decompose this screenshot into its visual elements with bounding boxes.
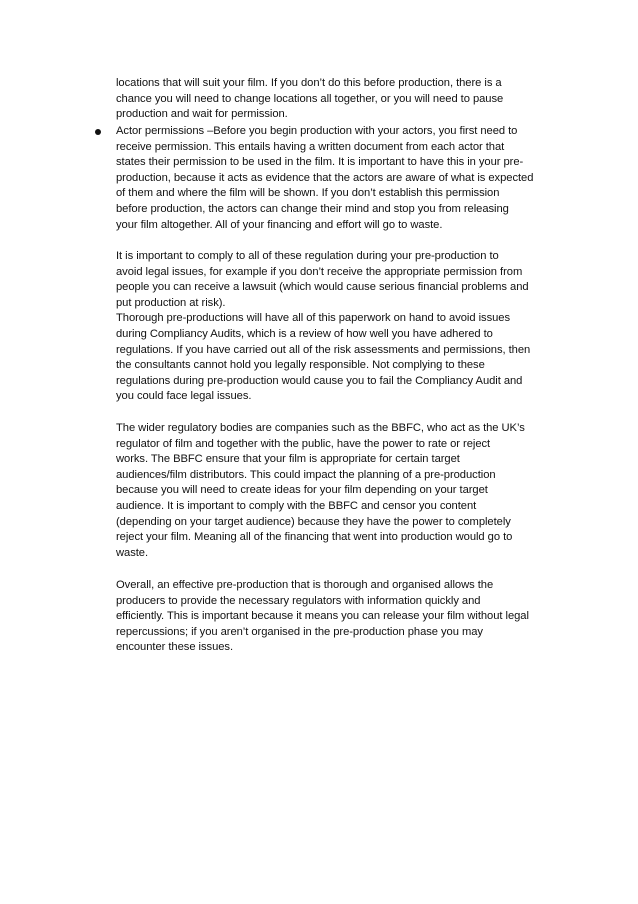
text-line: encounter these issues. <box>116 641 234 654</box>
text-line: Overall, an effective pre-production that is thorough and organised allows the <box>116 579 494 591</box>
text-line: production and wait for permission. <box>116 108 288 121</box>
text-line: Actor permissions –Before you begin production with your actors, you first need to <box>116 125 518 137</box>
text-line: waste. <box>116 546 149 559</box>
text-line: regulations. If you have carried out all of the risk assessments and permissions, then <box>116 343 531 356</box>
text-line: repercussions; if you aren’t organised in the pre-production phase you may <box>116 625 483 638</box>
text-line: the consultants cannot hold you legally responsible. Not complying to these <box>116 359 485 372</box>
text-line: during Compliancy Audits, which is a review of how well you have adhered to <box>116 327 493 340</box>
paragraph-locations-continuation <box>116 76 576 123</box>
text-line: audience. It is important to comply with the BBFC and censor you content <box>116 499 477 512</box>
text-line: audiences/film distributors. This could impact the planning of a pre-production <box>116 468 496 481</box>
paragraph-regulatory-bodies <box>116 421 576 561</box>
text-line: works. The BBFC ensure that your film is appropriate for certain target <box>116 453 460 466</box>
text-line: your film altogether. All of your financing and effort will go to waste. <box>116 218 443 231</box>
bullet-point <box>95 129 101 135</box>
text-line: because you will need to create ideas for your film depending on your target <box>116 484 488 497</box>
text-line: locations that will suit your film. If you don’t do this before production, there is a <box>116 77 502 89</box>
text-line: producers to provide the necessary regulators with information quickly and <box>116 594 481 607</box>
text-line: regulator of film and together with the public, have the power to rate or reject <box>116 437 491 450</box>
text-line: avoid legal issues, for example if you don’t receive the appropriate permission from <box>116 265 523 278</box>
text-line: before production, the actors can change their mind and stop you from releasing <box>116 202 509 215</box>
text-line: regulations during pre-production would cause you to fail the Compliancy Audit and <box>116 374 523 387</box>
text-line: people you can receive a lawsuit (which would cause serious financial problems and <box>116 281 529 294</box>
text-line: of them and where the film will be shown. If you don’t establish this permission <box>116 187 500 200</box>
paragraph-compliance <box>116 249 576 405</box>
text-line: reject your film. Meaning all of the financing that went into production would go to <box>116 531 513 544</box>
text-line: chance you will need to change locations all together, or you will need to pause <box>116 92 504 105</box>
text-line: states their permission to be used in the film. It is important to have this in your pre- <box>116 156 524 169</box>
text-line: Thorough pre-productions will have all of this paperwork on hand to avoid issues <box>116 312 511 325</box>
text-line: receive permission. This entails having a written document from each actor that <box>116 140 505 153</box>
text-line: (depending on your target audience) because they have the power to completely <box>116 515 511 528</box>
paragraph-conclusion <box>116 578 576 656</box>
text-line: production, because it acts as evidence that the actors are aware of what is expected <box>116 171 534 184</box>
text-line: you could face legal issues. <box>116 390 252 403</box>
text-line: put production at risk). <box>116 296 226 309</box>
text-line: The wider regulatory bodies are companies such as the BBFC, who act as the UK’s <box>116 422 525 434</box>
text-line: It is important to comply to all of these regulation during your pre-production to <box>116 250 499 262</box>
text-line: efficiently. This is important because it means you can release your film without legal <box>116 610 529 623</box>
bullet-item-actor-permissions <box>116 124 576 233</box>
